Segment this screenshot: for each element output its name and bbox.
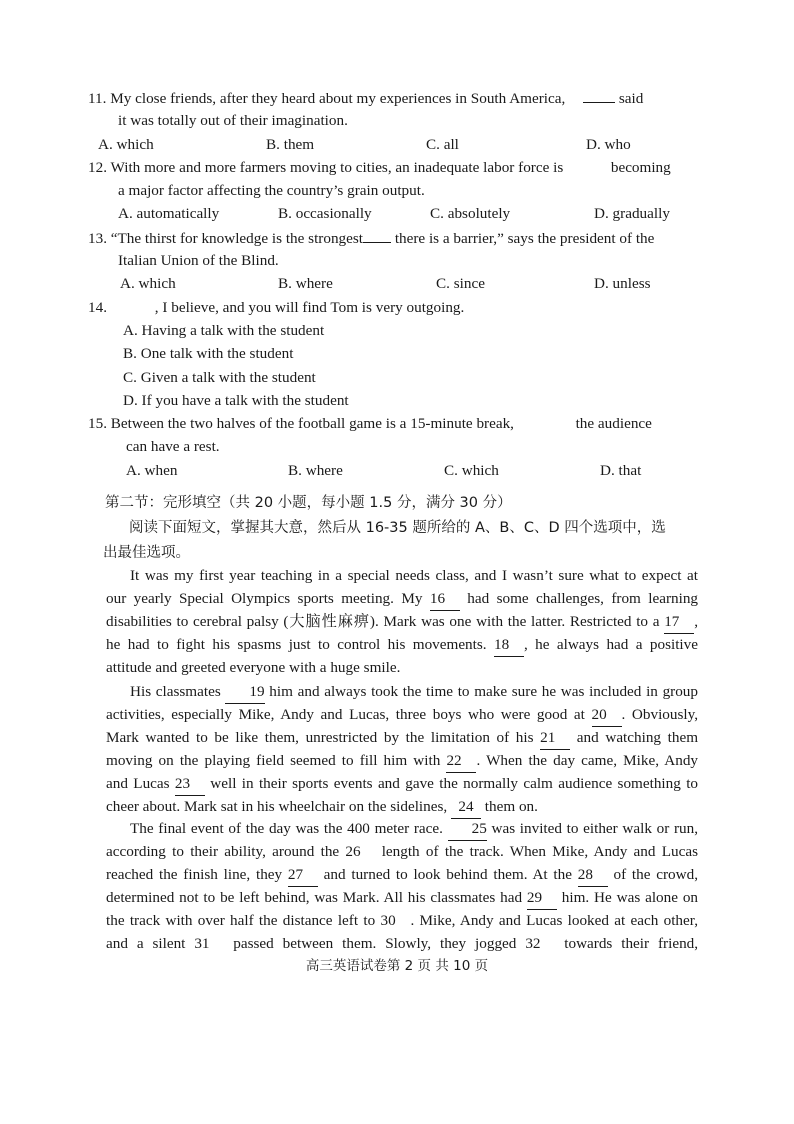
cloze-blank-22: 22 [446,749,476,773]
question-11-line-2 [88,109,708,132]
cloze-blank-18: 18 [494,633,524,657]
passage-line: cheer about. Mark sat in his wheelchair on the sidelines, 24 them on. [106,795,698,818]
question-text: Italian Union of the Blind. [118,252,279,270]
passage-line: Mark wanted to be like them, unrestricted by the limitation of his 21 and watching them [106,726,698,749]
passage-line: attitude and greeted everyone with a huge smile. [106,659,401,676]
option-c[interactable]: C. absolutely [430,205,511,223]
passage-line: and Lucas 23 well in their sports events and gave the normally calm audience something to [106,772,698,795]
passage-line: It was my first year teaching in a special needs class, and I wasn’t sure what to expect at [130,567,698,584]
question-12-line-2 [88,179,708,202]
answer-blank [363,226,391,243]
cloze-blank-19: 19 [225,680,264,704]
passage-line: the track with over half the distance left to 30 . Mike, Andy and Lucas looked at each other, [106,909,698,932]
option-a[interactable]: A. Having a talk with the student [123,321,325,339]
option-b[interactable]: B. occasionally [278,205,372,223]
answer-blank [518,412,572,428]
option-a[interactable]: A. which [120,275,176,293]
option-b[interactable]: B. where [278,275,333,293]
section-instruction: 阅读下面短文，掌握其大意，然后从 16-35 题所给的 A、B、C、D 四个选项中，选 [129,520,666,536]
question-text: said [618,90,644,107]
question-text: My close friends, after they heard about my experiences in South America, [110,90,566,107]
question-15-options [88,459,708,482]
option-d[interactable]: D. If you have a talk with the student [123,391,349,409]
cloze-blank-25: 25 [448,817,487,841]
cloze-blank-27: 27 [288,863,318,887]
question-text: there is a barrier,” says the president of the [394,229,655,247]
question-text: it was totally out of their imagination. [118,112,348,130]
cloze-blank-32: 32 [525,935,541,952]
cloze-blank-21: 21 [540,726,570,750]
option-d[interactable]: D. unless [594,275,651,293]
option-c[interactable]: C. Given a talk with the student [123,368,316,386]
page-footer: 高三英语试卷第 2 页 共 10 页 [305,958,489,974]
cloze-blank-17: 17 [664,610,694,634]
question-number: 12. [88,158,107,176]
option-c[interactable]: C. since [436,275,485,293]
passage-paragraph-2 [106,680,698,818]
multiple-choice-questions [88,86,708,482]
option-d[interactable]: D. who [586,135,631,153]
question-number: 11. [88,90,107,107]
question-15-line-1 [88,412,708,435]
question-11-options [78,133,708,156]
cloze-blank-24: 24 [451,795,481,819]
cloze-blank-23: 23 [175,772,205,796]
cloze-blank-30: 30 [380,912,396,929]
question-text: can have a rest. [126,438,220,456]
option-b[interactable]: B. them [266,135,315,153]
cloze-blank-31: 31 [194,935,210,952]
question-text: becoming [610,158,671,176]
question-15-line-2 [88,435,708,458]
passage-line: The final event of the day was the 400 meter race. 25 was invited to either walk or run, [106,817,698,840]
passage-line: and a silent 31 passed between them. Slowly, they jogged 32 towards their friend, [106,932,698,955]
section-instruction: 出最佳选项。 [103,545,190,561]
cloze-blank-28: 28 [578,863,608,887]
question-12-options [88,202,708,225]
question-11-line-1 [88,86,708,109]
question-text: the audience [575,415,652,433]
question-text: a major factor affecting the country’s grain output. [118,182,425,200]
question-13-line-2 [88,249,708,272]
option-a[interactable]: A. when [126,461,178,479]
question-text: , I believe, and you will find Tom is very outgoing. [154,298,465,316]
option-d[interactable]: D. gradually [594,205,670,223]
passage-line: our yearly Special Olympics sports meeting. My 16 had some challenges, from learning [106,587,698,610]
question-number: 15. [88,415,107,433]
section-heading: 第二节：完形填空（共 20 小题，每小题 1.5 分，满分 30 分） [105,495,512,511]
question-text: With more and more farmers moving to cities, an inadequate labor force is [110,158,564,176]
question-text: Between the two halves of the football game is a 15-minute break, [110,415,514,433]
option-a[interactable]: A. which [98,135,154,153]
option-c[interactable]: C. all [426,135,459,153]
passage-line: disabilities to cerebral palsy (大脑性麻痹). Mark was one with the latter. Restricted to a 17 , [106,610,698,633]
passage-paragraph-3 [106,817,698,955]
passage-line: according to their ability, around the 26 length of the track. When Mike, Andy and Lucas [106,840,698,863]
answer-blank [111,296,155,312]
passage-line: activities, especially Mike, Andy and Lucas, three boys who were good at 20 . Obviously, [106,703,698,726]
passage-line: His classmates 19 him and always took the time to make sure he was included in group [106,680,698,703]
question-number: 14. [88,298,107,316]
question-13-line-1 [88,226,708,249]
option-b[interactable]: B. where [288,461,343,479]
option-c[interactable]: C. which [444,461,499,479]
passage-line: he had to fight his spasms just to control his movements. 18 , he always had a positive [106,633,698,656]
passage-paragraph-1 [106,564,698,679]
option-d[interactable]: D. that [600,461,642,479]
passage-line: moving on the playing field seemed to fill him with 22 . When the day came, Mike, Andy [106,749,698,772]
cloze-blank-20: 20 [592,703,622,727]
option-a[interactable]: A. automatically [118,205,220,223]
passage-line: reached the finish line, they 27 and turned to look behind them. At the 28 of the crowd, [106,863,698,886]
question-text: “The thirst for knowledge is the strongest [110,229,364,247]
passage-line: determined not to be left behind, was Mark. All his classmates had 29 him. He was alone on [106,886,698,909]
cloze-section-header [105,492,705,567]
cloze-blank-26: 26 [345,843,361,860]
answer-blank [567,156,607,172]
answer-blank [583,86,615,103]
cloze-blank-16: 16 [430,587,460,611]
cloze-blank-29: 29 [527,886,557,910]
option-b[interactable]: B. One talk with the student [123,345,294,363]
question-12-line-1 [88,156,708,179]
question-number: 13. [88,229,107,247]
question-14-line-1 [88,296,708,319]
question-13-options [88,272,708,295]
